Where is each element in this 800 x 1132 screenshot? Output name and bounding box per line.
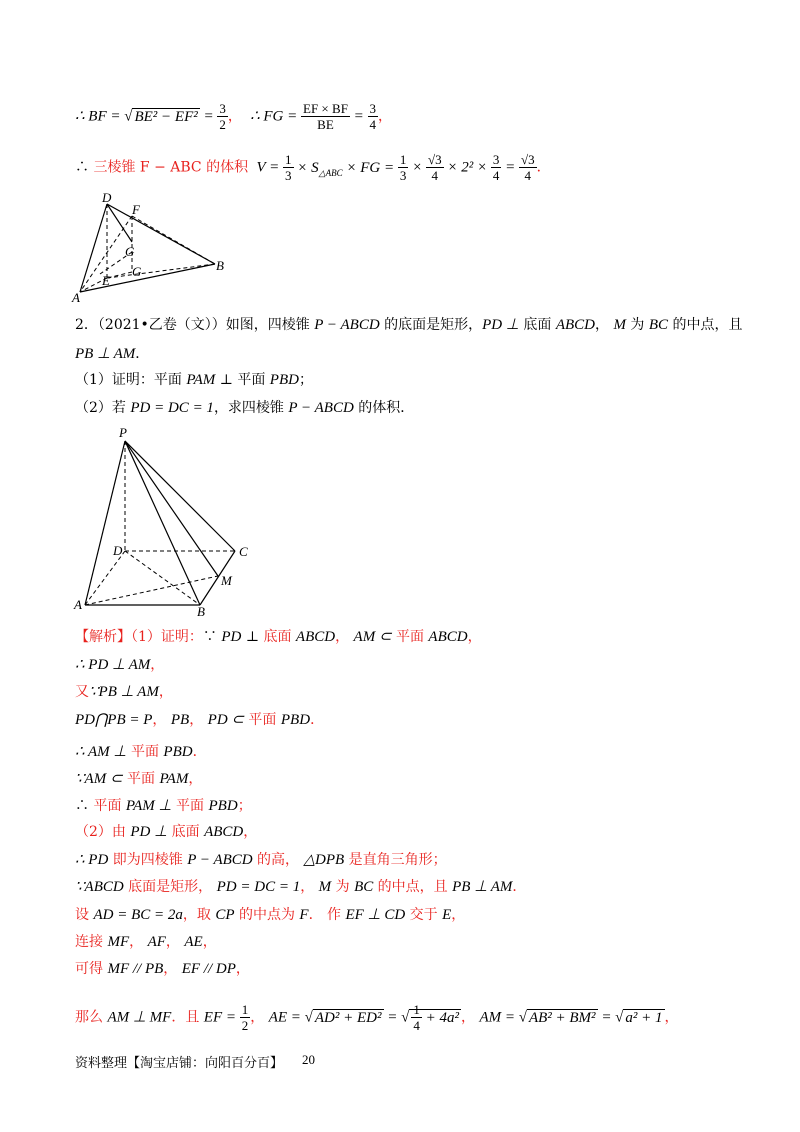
label-m: M bbox=[221, 573, 232, 588]
problem-2-condition: PB ⊥ AM． bbox=[75, 346, 150, 362]
solution-line-6: ∵AM ⊂ 平面 PAM， bbox=[75, 771, 203, 787]
problem-2-statement: 2．（2021•乙卷（文））如图，四棱锥 P − ABCD 的底面是矩形，PD ⊥ 底面 ABCD， M 为 BC 的中点，且 bbox=[75, 317, 743, 333]
therefore: ∴ bbox=[75, 159, 94, 176]
volume-formula: V = $\frac{1}{3}$ × $S_{\triangle ABC}$ × FG = $\frac{1}{3}$ × $\frac{√3}{4}$ × 2² × $\frac{3}{4}$ = $\frac{√3}{4}$ ． bbox=[256, 152, 551, 183]
label-g2: G bbox=[132, 264, 142, 279]
label-c: C bbox=[239, 544, 248, 559]
solution-line-2: ∴ PD ⊥ AM， bbox=[75, 657, 165, 673]
problem-2-part1: （1）证明：平面 PAM ⊥ 平面 PBD； bbox=[75, 372, 313, 388]
solution-line-10: ∵ABCD 底面是矩形， PD = DC = 1， M 为 BC 的中点，且 PB ⊥ AM． bbox=[75, 879, 527, 895]
line-bf-fg: ∴ BF = √ BE² − EF² = $\frac{3}{2}$ ， ∴ FG = $\frac{EF \times BF}{BE}$ = $\frac{3}{4}$ ， bbox=[75, 101, 393, 132]
label-a: A bbox=[72, 290, 80, 304]
label-d2: D bbox=[113, 543, 123, 558]
figure-pyramid-fabc bbox=[70, 192, 240, 304]
footer-source: 资料整理【淘宝店铺：向阳百分百】 bbox=[75, 1056, 284, 1071]
solution-line-4: PD⋂PB = P， PB， PD ⊂ 平面 PBD． bbox=[75, 712, 325, 728]
label-b2: B bbox=[197, 604, 205, 618]
solution-line-9: ∴ PD 即为四棱锥 P − ABCD 的高， △DPB 是直角三角形； bbox=[75, 852, 447, 868]
volume-label: 三棱锥 F − ABC 的体积 bbox=[93, 159, 249, 176]
label-a2: A bbox=[74, 597, 82, 612]
solution-line-8: （2）由 PD ⊥ 底面 ABCD， bbox=[75, 824, 258, 840]
label-p: P bbox=[119, 425, 127, 440]
figure-pyramid-pabcd bbox=[70, 423, 260, 618]
solution-line-13: 可得 MF // PB， EF // DP， bbox=[75, 961, 250, 977]
solution-line-1: 【解析】（1）证明：∵ PD ⊥ 底面 ABCD， AM ⊂ 平面 ABCD， bbox=[75, 629, 482, 645]
label-g1: G bbox=[125, 244, 135, 259]
solution-tag: 【解析】 bbox=[75, 629, 131, 645]
label-f: F bbox=[132, 202, 140, 217]
label-e: E bbox=[102, 273, 110, 288]
page-number: 20 bbox=[302, 1052, 315, 1067]
solution-line-7: ∴ 平面 PAM ⊥ 平面 PBD； bbox=[75, 798, 252, 814]
solution-line-3: 又∵PB ⊥ AM， bbox=[75, 684, 173, 700]
problem-2-part2: （2）若 PD = DC = 1，求四棱锥 P − ABCD 的体积． bbox=[75, 400, 415, 416]
label-b: B bbox=[216, 258, 224, 273]
solution-line-14: 那么 AM ⊥ MF．且 EF = $\frac{1}{2}$ ， AE = √ AD² + ED² = √ $\frac{1}{4}$ + 4a² ， AM = √ AB² + BM² = √ a² + 1 ， bbox=[75, 1002, 679, 1033]
line-volume-fabc bbox=[75, 152, 551, 183]
solution-line-5: ∴ AM ⊥ 平面 PBD． bbox=[75, 744, 207, 760]
solution-line-11: 设 AD = BC = 2a，取 CP 的中点为 F． 作 EF ⊥ CD 交于 E， bbox=[75, 907, 466, 923]
solution-line-12: 连接 MF， AF， AE， bbox=[75, 934, 217, 950]
label-d: D bbox=[102, 192, 112, 205]
